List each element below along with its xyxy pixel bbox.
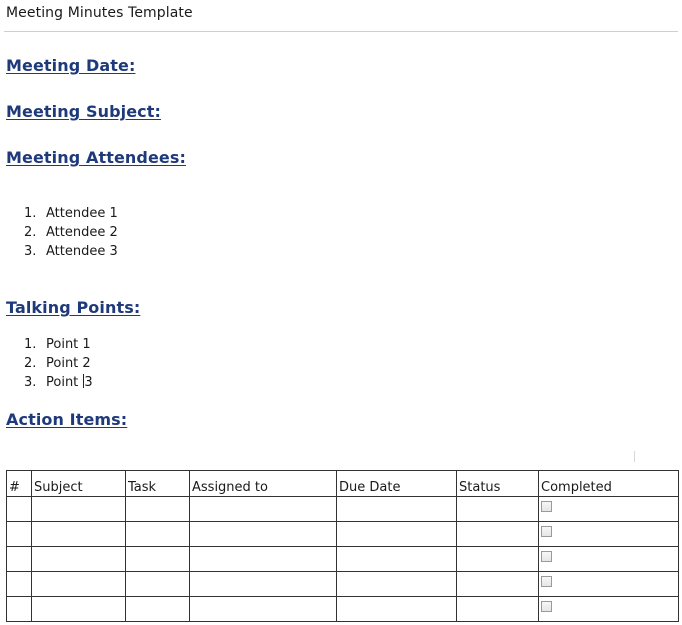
list-number: 2. — [24, 225, 37, 240]
list-number: 2. — [24, 356, 37, 371]
table-cell[interactable] — [457, 497, 539, 522]
table-cell[interactable] — [32, 522, 126, 547]
title-divider — [4, 31, 678, 32]
table-cell[interactable] — [126, 547, 190, 572]
list-item[interactable] — [24, 223, 118, 242]
table-cell[interactable] — [32, 547, 126, 572]
table-cell[interactable] — [7, 522, 32, 547]
table-cell[interactable] — [32, 597, 126, 622]
point-label-before-caret: Point — [46, 375, 83, 390]
table-cell[interactable] — [457, 572, 539, 597]
column-header-completed: Completed — [539, 471, 679, 497]
column-header-task: Task — [126, 471, 190, 497]
table-cell[interactable] — [337, 597, 457, 622]
document-title: Meeting Minutes Template — [6, 5, 193, 21]
table-cell[interactable] — [7, 572, 32, 597]
completed-checkbox[interactable] — [541, 526, 552, 537]
table-cell[interactable] — [7, 497, 32, 522]
table-row — [7, 597, 679, 622]
table-cell[interactable] — [337, 572, 457, 597]
point-label: Point 1 — [46, 337, 91, 352]
list-number: 1. — [24, 206, 37, 221]
attendee-label: Attendee 1 — [46, 206, 118, 221]
table-row — [7, 522, 679, 547]
table-cell[interactable] — [126, 522, 190, 547]
meeting-date-heading: Meeting Date: — [6, 56, 136, 75]
point-label: Point 2 — [46, 356, 91, 371]
meeting-attendees-heading: Meeting Attendees: — [6, 148, 186, 167]
table-row — [7, 547, 679, 572]
list-number: 3. — [24, 244, 37, 259]
table-cell[interactable] — [457, 522, 539, 547]
attendee-label: Attendee 3 — [46, 244, 118, 259]
table-cell — [539, 522, 679, 547]
table-cell[interactable] — [190, 497, 337, 522]
table-cell — [539, 497, 679, 522]
table-cell[interactable] — [190, 522, 337, 547]
table-cell[interactable] — [126, 597, 190, 622]
attendee-label: Attendee 2 — [46, 225, 118, 240]
table-row — [7, 497, 679, 522]
list-item[interactable] — [24, 335, 93, 354]
completed-checkbox[interactable] — [541, 576, 552, 587]
action-items-table — [6, 470, 679, 622]
table-header-row — [7, 471, 679, 497]
point-label-after-caret: 3 — [84, 375, 93, 390]
list-item[interactable] — [24, 242, 118, 261]
column-header-status: Status — [457, 471, 539, 497]
meeting-subject-heading: Meeting Subject: — [6, 102, 162, 121]
table-cell[interactable] — [126, 497, 190, 522]
table-cell — [539, 597, 679, 622]
table-cell[interactable] — [337, 497, 457, 522]
completed-checkbox[interactable] — [541, 551, 552, 562]
talking-points-list — [24, 335, 93, 392]
list-item[interactable] — [24, 354, 93, 373]
column-header-number: # — [7, 471, 32, 497]
list-item[interactable] — [24, 373, 93, 392]
talking-points-heading: Talking Points: — [6, 298, 141, 317]
column-header-due-date: Due Date — [337, 471, 457, 497]
table-cell[interactable] — [126, 572, 190, 597]
action-items-heading: Action Items: — [6, 410, 128, 429]
completed-checkbox[interactable] — [541, 601, 552, 612]
stray-mark — [634, 451, 635, 462]
table-cell[interactable] — [457, 547, 539, 572]
completed-checkbox[interactable] — [541, 501, 552, 512]
table-cell[interactable] — [32, 497, 126, 522]
table-cell[interactable] — [32, 572, 126, 597]
table-cell[interactable] — [190, 572, 337, 597]
table-cell[interactable] — [190, 547, 337, 572]
table-cell[interactable] — [337, 522, 457, 547]
table-cell[interactable] — [7, 547, 32, 572]
table-cell[interactable] — [190, 597, 337, 622]
table-cell[interactable] — [457, 597, 539, 622]
attendees-list — [24, 204, 118, 261]
column-header-subject: Subject — [32, 471, 126, 497]
table-cell — [539, 547, 679, 572]
table-cell[interactable] — [7, 597, 32, 622]
list-item[interactable] — [24, 204, 118, 223]
table-row — [7, 572, 679, 597]
table-cell — [539, 572, 679, 597]
table-cell[interactable] — [337, 547, 457, 572]
column-header-assigned-to: Assigned to — [190, 471, 337, 497]
list-number: 3. — [24, 375, 37, 390]
list-number: 1. — [24, 337, 37, 352]
